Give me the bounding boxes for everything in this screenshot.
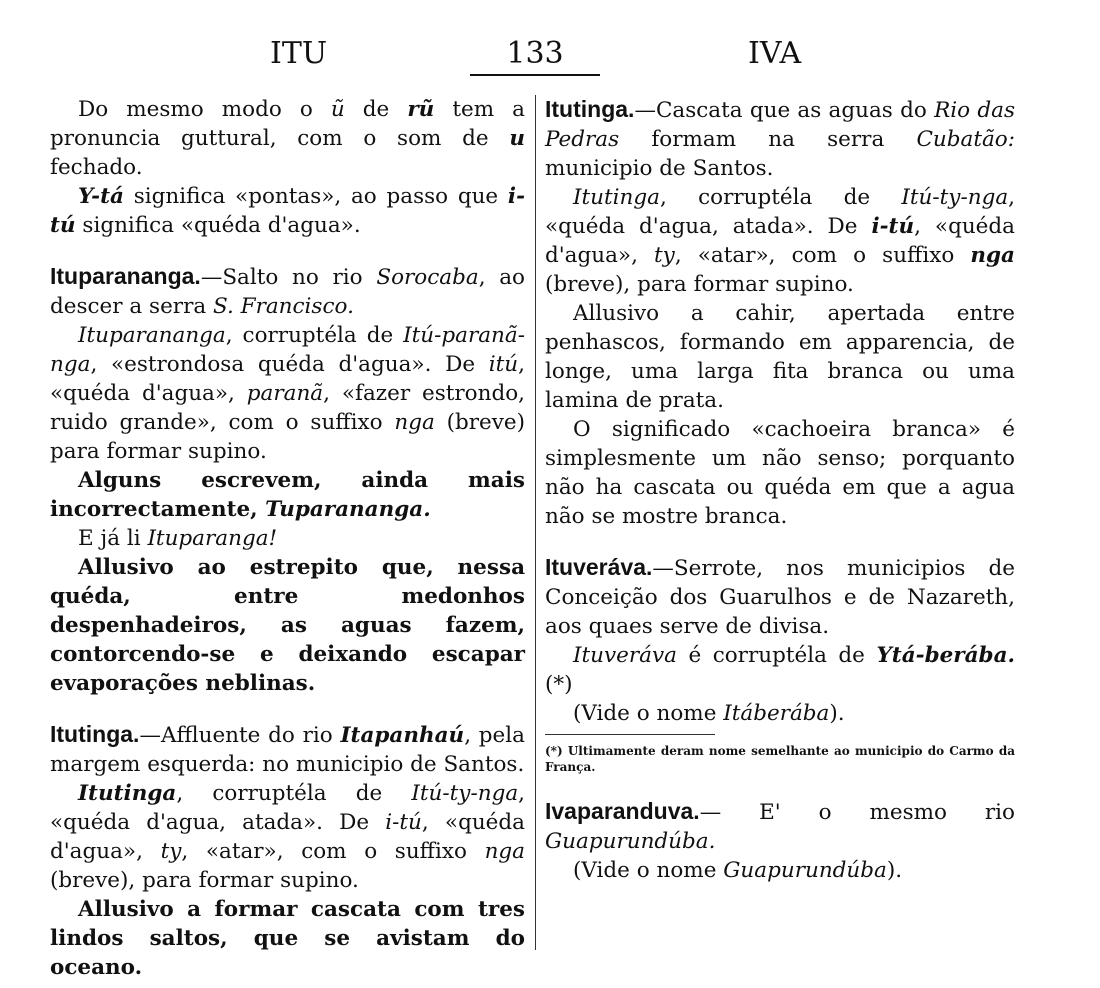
text: , «quéda d'agua»,	[545, 214, 1015, 268]
paragraph	[545, 641, 1015, 699]
text: ).	[886, 858, 903, 883]
italic-text: ty	[654, 243, 675, 268]
text: de	[344, 97, 408, 122]
italic-text: S. Francisco.	[213, 294, 354, 319]
paragraph: Allusivo a formar cascata com tres lindos saltos, que se avistam do oceano.	[50, 897, 525, 980]
text: , corruptéla de	[225, 323, 404, 348]
paragraph	[50, 466, 525, 524]
page-number: 133	[506, 36, 564, 71]
italic-text: Cubatão:	[916, 127, 1015, 152]
italic-text: Ituveráva	[573, 643, 677, 668]
header-left-guide-word: ITU	[270, 36, 328, 71]
text: , «quéda d'agua»,	[50, 352, 525, 406]
italic-text: nga	[970, 243, 1015, 268]
italic-text: i-tú	[871, 214, 915, 239]
italic-text: Itáberába	[723, 701, 830, 726]
text: , pela margem esquerda: no municipio de Santos.	[50, 723, 525, 777]
footnote-rule	[545, 734, 715, 735]
italic-text: Sorocaba	[376, 265, 479, 290]
italic-text: Itapanhaú	[340, 723, 465, 748]
italic-text: u	[509, 126, 525, 151]
text: municipio de Santos.	[545, 156, 774, 181]
entry-itutinga-cascata	[545, 95, 1015, 183]
right-column	[545, 95, 1015, 885]
text: é corruptéla de	[676, 643, 877, 668]
paragraph	[545, 856, 1015, 885]
paragraph	[50, 182, 525, 240]
column-divider	[535, 95, 536, 950]
italic-text: Itú-paranã-nga	[50, 323, 525, 377]
italic-text: Ituparananga	[78, 323, 226, 348]
text: (Vide o nome	[573, 858, 724, 883]
text: fechado.	[50, 155, 143, 180]
text: significa «pontas», ao passo que	[123, 184, 508, 209]
text: (breve) para formar supino.	[50, 410, 525, 464]
italic-text: Itú-ty-nga	[901, 185, 1009, 210]
entry-headword: Ituveráva.	[545, 554, 653, 580]
text: , «atar», com o suffixo	[181, 839, 485, 864]
text: (*)	[545, 672, 573, 697]
entry-itutinga	[50, 720, 525, 779]
italic-text: Guapurundúba	[723, 858, 887, 883]
italic-text: Itutinga	[573, 185, 660, 210]
text: Do mesmo modo o	[78, 97, 331, 122]
italic-text: paranã	[246, 381, 324, 406]
italic-text: Ytá-berába.	[876, 643, 1015, 668]
text: E já li	[78, 526, 148, 551]
text: tem a pronuncia guttural, com o som de	[50, 97, 525, 151]
italic-text: i-tú	[50, 184, 525, 238]
italic-text: Ituparanga!	[147, 526, 278, 551]
text: ).	[829, 701, 845, 726]
text: — E' o mesmo rio	[699, 800, 1015, 825]
text: , corruptéla de	[659, 185, 902, 210]
entry-ivaparanduva	[545, 797, 1015, 856]
italic-text: Y-tá	[78, 184, 124, 209]
entry-headword: Ivaparanduva.	[545, 798, 700, 824]
italic-text: rũ	[407, 97, 435, 122]
header-right-guide-word: IVA	[748, 36, 802, 71]
text: Alguns escrevem, ainda mais incorrectamente,	[50, 468, 525, 522]
text: , ao descer a serra	[50, 265, 525, 319]
text: formam na serra	[619, 127, 917, 152]
entry-headword: Itutinga.	[50, 721, 140, 747]
italic-text: nga	[394, 410, 435, 435]
paragraph	[545, 699, 1015, 728]
text: —Affluente do rio	[139, 723, 341, 748]
italic-text: Itutinga	[78, 781, 177, 806]
paragraph	[545, 183, 1015, 299]
footnote: (*) Ultimamente deram nome semelhante ao municipio do Carmo da França.	[545, 744, 1015, 774]
paragraph	[50, 95, 525, 182]
paragraph: Allusivo ao estrepito que, nessa quéda, entre medonhos despenhadeiros, as aguas fazem, contorcendo-se e deixando escapar evaporações neblinas.	[50, 555, 525, 696]
text: significa «quéda d'agua».	[75, 213, 361, 238]
paragraph: Allusivo a cahir, apertada entre penhascos, formando em apparencia, de longe, uma larga fita branca ou uma lamina de prata.	[545, 301, 1015, 413]
entry-headword: Ituparananga.	[50, 263, 201, 289]
entry-ituverava	[545, 553, 1015, 641]
text: , «quéda d'agua»,	[50, 810, 525, 864]
text: —Cascata que as aguas do	[634, 98, 935, 123]
paragraph	[50, 779, 525, 895]
italic-text: Tuparananga.	[265, 497, 431, 522]
paragraph	[50, 524, 525, 553]
italic-text: i-tú	[385, 810, 422, 835]
text: , «atar», com o suffixo	[674, 243, 971, 268]
italic-text: ũ	[330, 97, 345, 122]
left-column	[50, 95, 525, 982]
italic-text: itú	[488, 352, 519, 377]
page-header	[0, 28, 1100, 78]
text: (breve), para formar supino.	[545, 272, 854, 297]
paragraph: O significado «cachoeira branca» é simplesmente um não senso; porquanto não ha cascata ou quéda em que a agua não se mostre branca.	[545, 417, 1015, 529]
header-rule	[470, 74, 600, 76]
text: , «fazer estrondo, ruido grande», com o suffixo	[50, 381, 525, 435]
italic-text: nga	[484, 839, 525, 864]
entry-ituparananga	[50, 262, 525, 321]
paragraph	[50, 321, 525, 466]
text: , «quéda d'agua, atada». De	[50, 781, 525, 835]
text: (breve), para formar supino.	[50, 868, 359, 893]
text: —Salto no rio	[200, 265, 377, 290]
italic-text: ty	[160, 839, 182, 864]
text: , «estrondosa quéda d'agua». De	[90, 352, 489, 377]
text: (Vide o nome	[573, 701, 724, 726]
entry-headword: Itutinga.	[545, 96, 635, 122]
text: , corruptéla de	[176, 781, 412, 806]
text: , «quéda d'agua, atada». De	[545, 185, 1015, 239]
text: —Serrote, nos municipios de Conceição dos Guarulhos e de Nazareth, aos quaes serve de divisa.	[545, 556, 1015, 639]
italic-text: Rio das Pedras	[545, 98, 1015, 152]
italic-text: Itú-ty-nga	[411, 781, 519, 806]
italic-text: Guapurundúba.	[545, 829, 716, 854]
